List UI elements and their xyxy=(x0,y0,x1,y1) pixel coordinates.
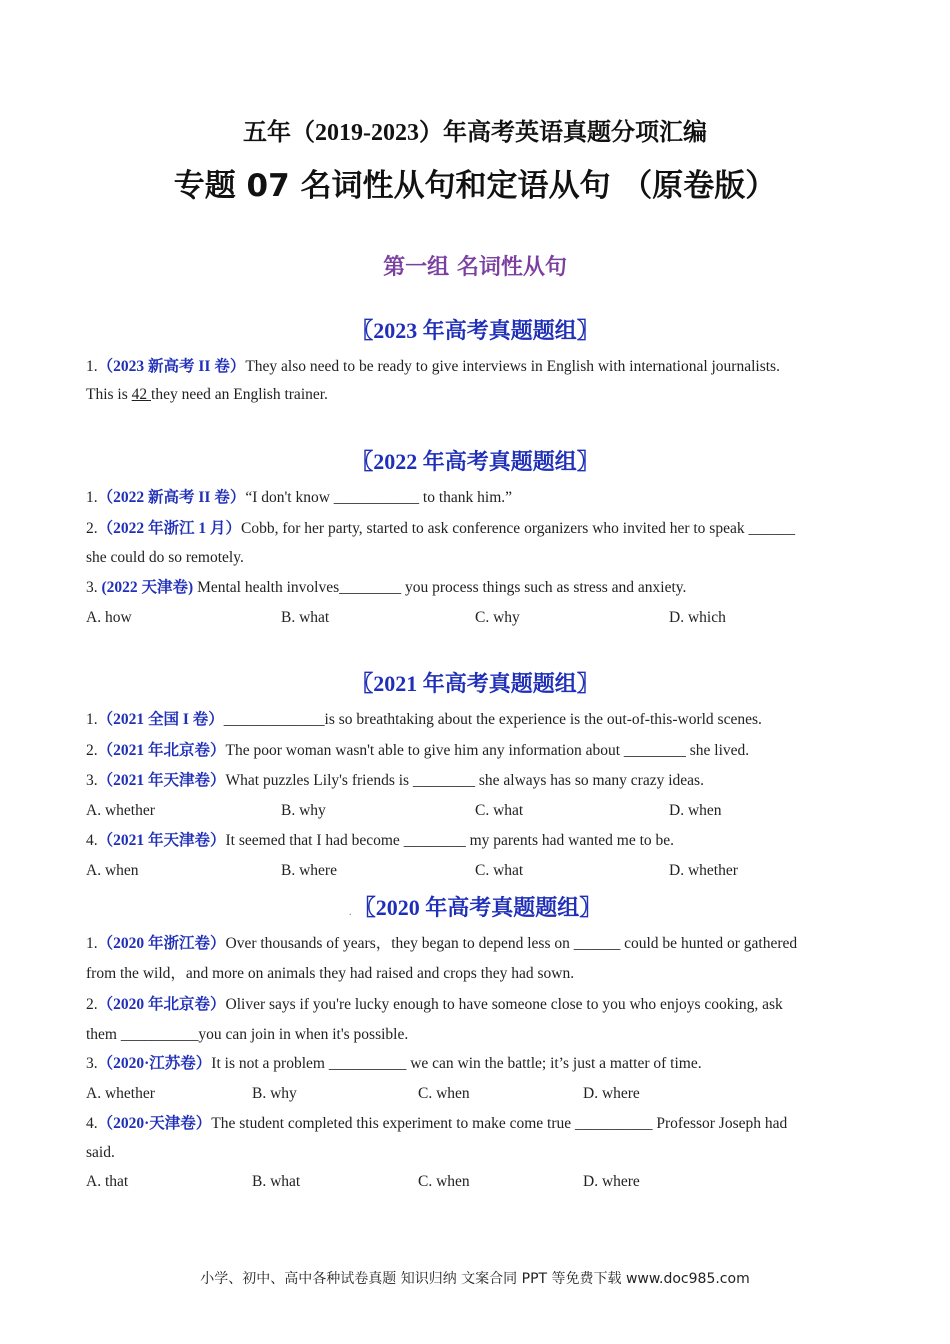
question-line: 1.（2021 全国 I 卷）_____________is so breathtaking about the experience is the out-of-this-world scenes. xyxy=(86,711,762,728)
question-line: 1.（2022 新高考 II 卷）“I don't know ___________ to thank him.” xyxy=(86,489,513,506)
option-b: B. why xyxy=(281,802,326,819)
section-title-2022: 〖2022 年高考真题题组〗 xyxy=(351,449,599,474)
option-c: C. when xyxy=(418,1085,470,1102)
question-line: 3. (2022 天津卷) Mental health involves________ you process things such as stress and anxiety. xyxy=(86,579,687,596)
option-c: C. when xyxy=(418,1173,470,1190)
question-line: 1.（2020 年浙江卷）Over thousands of years，they began to depend less on ______ could be hunted or gathered xyxy=(86,935,798,952)
question-source: （2022 年浙江 1 月） xyxy=(97,520,242,537)
group-title: 第一组 名词性从句 xyxy=(383,255,567,280)
option-b: B. what xyxy=(281,609,330,626)
question-continuation: them __________you can join in when it's possible. xyxy=(86,1026,409,1043)
option-a: A. how xyxy=(86,609,132,626)
option-d: D. where xyxy=(583,1085,640,1102)
section-title-2023: 〖2023 年高考真题题组〗 xyxy=(351,318,599,343)
option-d: D. which xyxy=(669,609,726,626)
question-source: （2020·江苏卷） xyxy=(97,1055,212,1072)
option-c: C. what xyxy=(475,802,524,819)
question-line: 3.（2021 年天津卷）What puzzles Lily's friends is ________ she always has so many crazy ideas. xyxy=(86,772,704,789)
option-b: B. what xyxy=(252,1173,301,1190)
option-c: C. what xyxy=(475,862,524,879)
option-a: A. whether xyxy=(86,802,155,819)
question-source: （2022 新高考 II 卷） xyxy=(97,489,246,506)
question-source: （2021 年天津卷） xyxy=(97,772,226,789)
question-line: 4.（2020·天津卷）The student completed this experiment to make come true __________ Professor Joseph had xyxy=(86,1115,788,1132)
question-continuation: she could do so remotely. xyxy=(86,549,244,566)
question-continuation: said. xyxy=(86,1144,115,1161)
main-title: 五年（2019-2023）年高考英语真题分项汇编 xyxy=(243,120,707,146)
option-a: A. whether xyxy=(86,1085,155,1102)
question-source: （2020 年浙江卷） xyxy=(97,935,226,952)
stray-dot: . xyxy=(348,904,352,918)
question-continuation: This is 42 they need an English trainer. xyxy=(86,386,328,403)
option-c: C. why xyxy=(475,609,520,626)
question-source: （2021 年北京卷） xyxy=(97,742,226,759)
question-line: 3.（2020·江苏卷）It is not a problem __________ we can win the battle; it’s just a matter of time. xyxy=(86,1055,702,1072)
section-title-2021: 〖2021 年高考真题题组〗 xyxy=(351,671,599,696)
question-continuation: from the wild，and more on animals they had raised and crops they had sown. xyxy=(86,965,575,982)
option-d: D. when xyxy=(669,802,722,819)
option-b: B. where xyxy=(281,862,337,879)
question-source: （2021 全国 I 卷） xyxy=(97,711,224,728)
question-source: （2021 年天津卷） xyxy=(97,832,226,849)
question-line: 1.（2023 新高考 II 卷）They also need to be ready to give interviews in English with international journalists. xyxy=(86,358,780,375)
question-line: 2.（2020 年北京卷）Oliver says if you're lucky enough to have someone close to you who enjoys cooking, ask xyxy=(86,996,783,1013)
question-line: 4.（2021 年天津卷）It seemed that I had become ________ my parents had wanted me to be. xyxy=(86,832,675,849)
question-source: （2020 年北京卷） xyxy=(97,996,226,1013)
option-b: B. why xyxy=(252,1085,297,1102)
option-a: A. that xyxy=(86,1173,129,1190)
option-d: D. whether xyxy=(669,862,738,879)
question-line: 2.（2021 年北京卷）The poor woman wasn't able to give him any information about ________ she lived. xyxy=(86,742,750,759)
option-d: D. where xyxy=(583,1173,640,1190)
answer-blank: 42 xyxy=(131,386,152,403)
topic-title: 专题 07 名词性从句和定语从句 （原卷版） xyxy=(173,168,777,204)
section-title-2020: .〖2020 年高考真题题组〗 xyxy=(348,895,602,920)
option-a: A. when xyxy=(86,862,139,879)
question-source: (2022 天津卷) xyxy=(101,579,194,596)
question-source: （2023 新高考 II 卷） xyxy=(97,358,246,375)
question-line: 2.（2022 年浙江 1 月）Cobb, for her party, started to ask conference organizers who invited her to speak ______ xyxy=(86,520,795,537)
question-source: （2020·天津卷） xyxy=(97,1115,212,1132)
page-footer: 小学、初中、高中各种试卷真题 知识归纳 文案合同 PPT 等免费下载 www.doc985.com xyxy=(200,1271,750,1287)
